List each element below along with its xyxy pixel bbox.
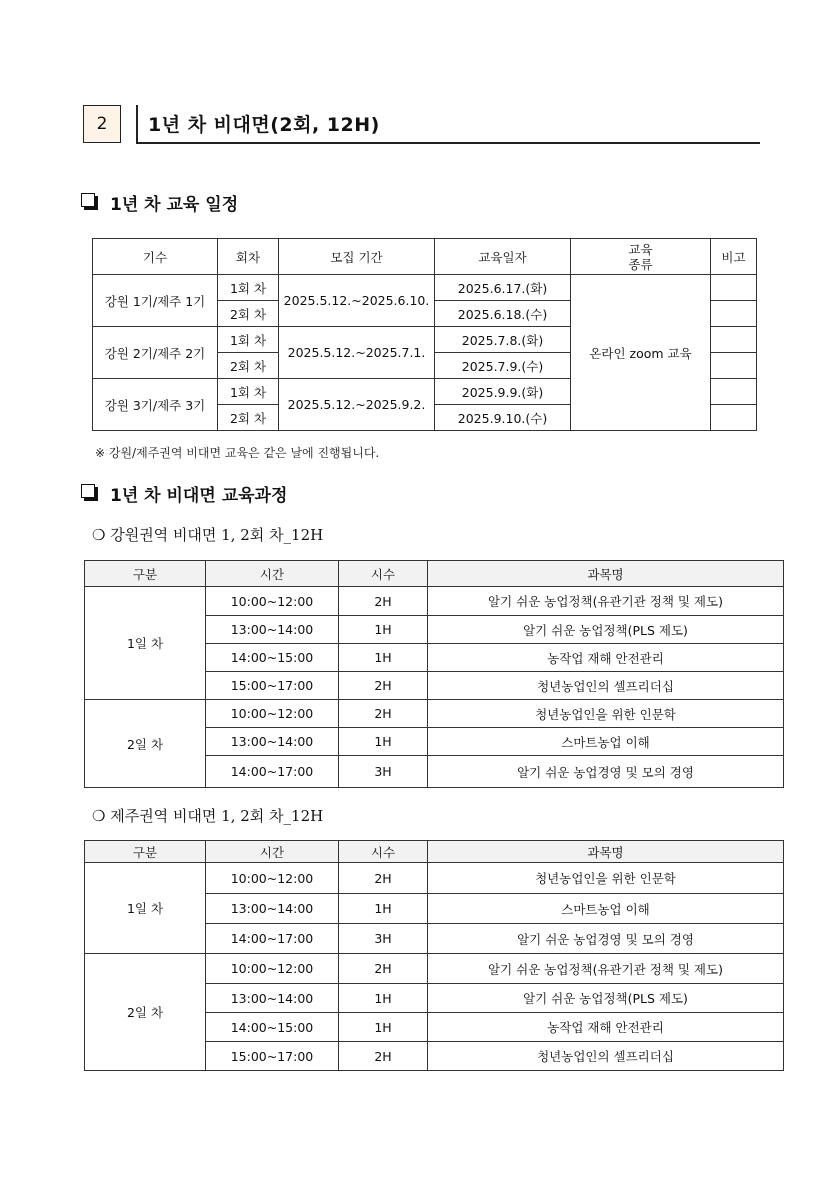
schedule-table [92,238,757,431]
gangwon-title: ❍ 강원권역 비대면 1, 2회 차_12H [92,526,324,544]
group-cell: 강원 3기/제주 3기 [93,379,218,431]
time-cell: 13:00~14:00 [206,894,339,924]
course-cell: 청년농업인의 셀프리더십 [428,1042,784,1071]
hours-cell: 1H [339,728,428,756]
time-cell: 13:00~14:00 [206,616,339,644]
gangwon-table [84,560,784,788]
time-cell: 10:00~12:00 [206,587,339,616]
recruit-cell: 2025.5.12.~2025.9.2. [279,379,435,431]
course-cell: 알기 쉬운 농업정책(PLS 제도) [428,616,784,644]
header-date: 교육일자 [435,239,571,275]
header-course: 과목명 [428,561,784,587]
recruit-cell: 2025.5.12.~2025.6.10. [279,275,435,327]
table-row [85,700,784,728]
hours-cell: 3H [339,756,428,788]
note-cell [711,275,757,301]
table-row [93,275,757,301]
course-cell: 알기 쉬운 농업정책(유관기관 정책 및 제도) [428,954,784,984]
course-cell: 농작업 재해 안전관리 [428,1013,784,1042]
day-cell: 1일 차 [85,863,206,954]
date-cell: 2025.6.18.(수) [435,301,571,327]
time-cell: 14:00~15:00 [206,644,339,672]
date-cell: 2025.9.9.(화) [435,379,571,405]
course-cell: 스마트농업 이해 [428,728,784,756]
header-category: 구분 [85,561,206,587]
jeju-table [84,840,784,1071]
header-time: 시간 [206,561,339,587]
recruit-cell: 2025.5.12.~2025.7.1. [279,327,435,379]
note-cell [711,405,757,431]
round-cell: 1회 차 [218,327,279,353]
hours-cell: 2H [339,700,428,728]
header-hours: 시수 [339,841,428,863]
header-course: 과목명 [428,841,784,863]
date-cell: 2025.7.9.(수) [435,353,571,379]
checkbox-square-icon [81,484,95,498]
course-cell: 스마트농업 이해 [428,894,784,924]
hours-cell: 2H [339,672,428,700]
course-cell: 알기 쉬운 농업정책(유관기관 정책 및 제도) [428,587,784,616]
hours-cell: 1H [339,1013,428,1042]
note-cell [711,379,757,405]
hours-cell: 1H [339,644,428,672]
time-cell: 14:00~15:00 [206,1013,339,1042]
time-cell: 10:00~12:00 [206,700,339,728]
hours-cell: 2H [339,587,428,616]
section-title: 1년 차 비대면(2회, 12H) [148,114,380,136]
round-cell: 2회 차 [218,301,279,327]
header-time: 시간 [206,841,339,863]
day-cell: 1일 차 [85,587,206,700]
time-cell: 13:00~14:00 [206,728,339,756]
header-round: 회차 [218,239,279,275]
time-cell: 13:00~14:00 [206,984,339,1013]
section-divider [136,105,138,143]
header-group: 기수 [93,239,218,275]
time-cell: 14:00~17:00 [206,924,339,954]
schedule-heading: 1년 차 교육 일정 [110,195,239,215]
time-cell: 14:00~17:00 [206,756,339,788]
table-row [85,587,784,616]
time-cell: 10:00~12:00 [206,954,339,984]
group-cell: 강원 2기/제주 2기 [93,327,218,379]
note-cell [711,353,757,379]
time-cell: 15:00~17:00 [206,672,339,700]
section-underline [136,142,760,144]
hours-cell: 1H [339,616,428,644]
header-hours: 시수 [339,561,428,587]
table-row [85,954,784,984]
hours-cell: 2H [339,863,428,894]
round-cell: 2회 차 [218,353,279,379]
day-cell: 2일 차 [85,954,206,1071]
course-cell: 청년농업인의 셀프리더십 [428,672,784,700]
round-cell: 1회 차 [218,275,279,301]
schedule-footnote: ※ 강원/제주권역 비대면 교육은 같은 날에 진행됩니다. [95,446,380,460]
jeju-title: ❍ 제주권역 비대면 1, 2회 차_12H [92,807,324,825]
date-cell: 2025.9.10.(수) [435,405,571,431]
header-type: 교육 종류 [571,239,711,275]
type-cell: 온라인 zoom 교육 [571,275,711,431]
course-cell: 청년농업인을 위한 인문학 [428,700,784,728]
hours-cell: 2H [339,1042,428,1071]
section-number: 2 [83,105,121,143]
round-cell: 2회 차 [218,405,279,431]
hours-cell: 1H [339,984,428,1013]
course-cell: 알기 쉬운 농업경영 및 모의 경영 [428,924,784,954]
group-cell: 강원 1기/제주 1기 [93,275,218,327]
round-cell: 1회 차 [218,379,279,405]
hours-cell: 2H [339,954,428,984]
course-cell: 알기 쉬운 농업경영 및 모의 경영 [428,756,784,788]
header-category: 구분 [85,841,206,863]
day-cell: 2일 차 [85,700,206,788]
header-note: 비고 [711,239,757,275]
course-cell: 청년농업인을 위한 인문학 [428,863,784,894]
curriculum-heading: 1년 차 비대면 교육과정 [110,486,288,506]
note-cell [711,301,757,327]
table-row [85,863,784,894]
course-cell: 농작업 재해 안전관리 [428,644,784,672]
checkbox-square-icon [81,193,95,207]
course-cell: 알기 쉬운 농업정책(PLS 제도) [428,984,784,1013]
header-recruit: 모집 기간 [279,239,435,275]
hours-cell: 1H [339,894,428,924]
note-cell [711,327,757,353]
time-cell: 10:00~12:00 [206,863,339,894]
hours-cell: 3H [339,924,428,954]
date-cell: 2025.7.8.(화) [435,327,571,353]
date-cell: 2025.6.17.(화) [435,275,571,301]
time-cell: 15:00~17:00 [206,1042,339,1071]
